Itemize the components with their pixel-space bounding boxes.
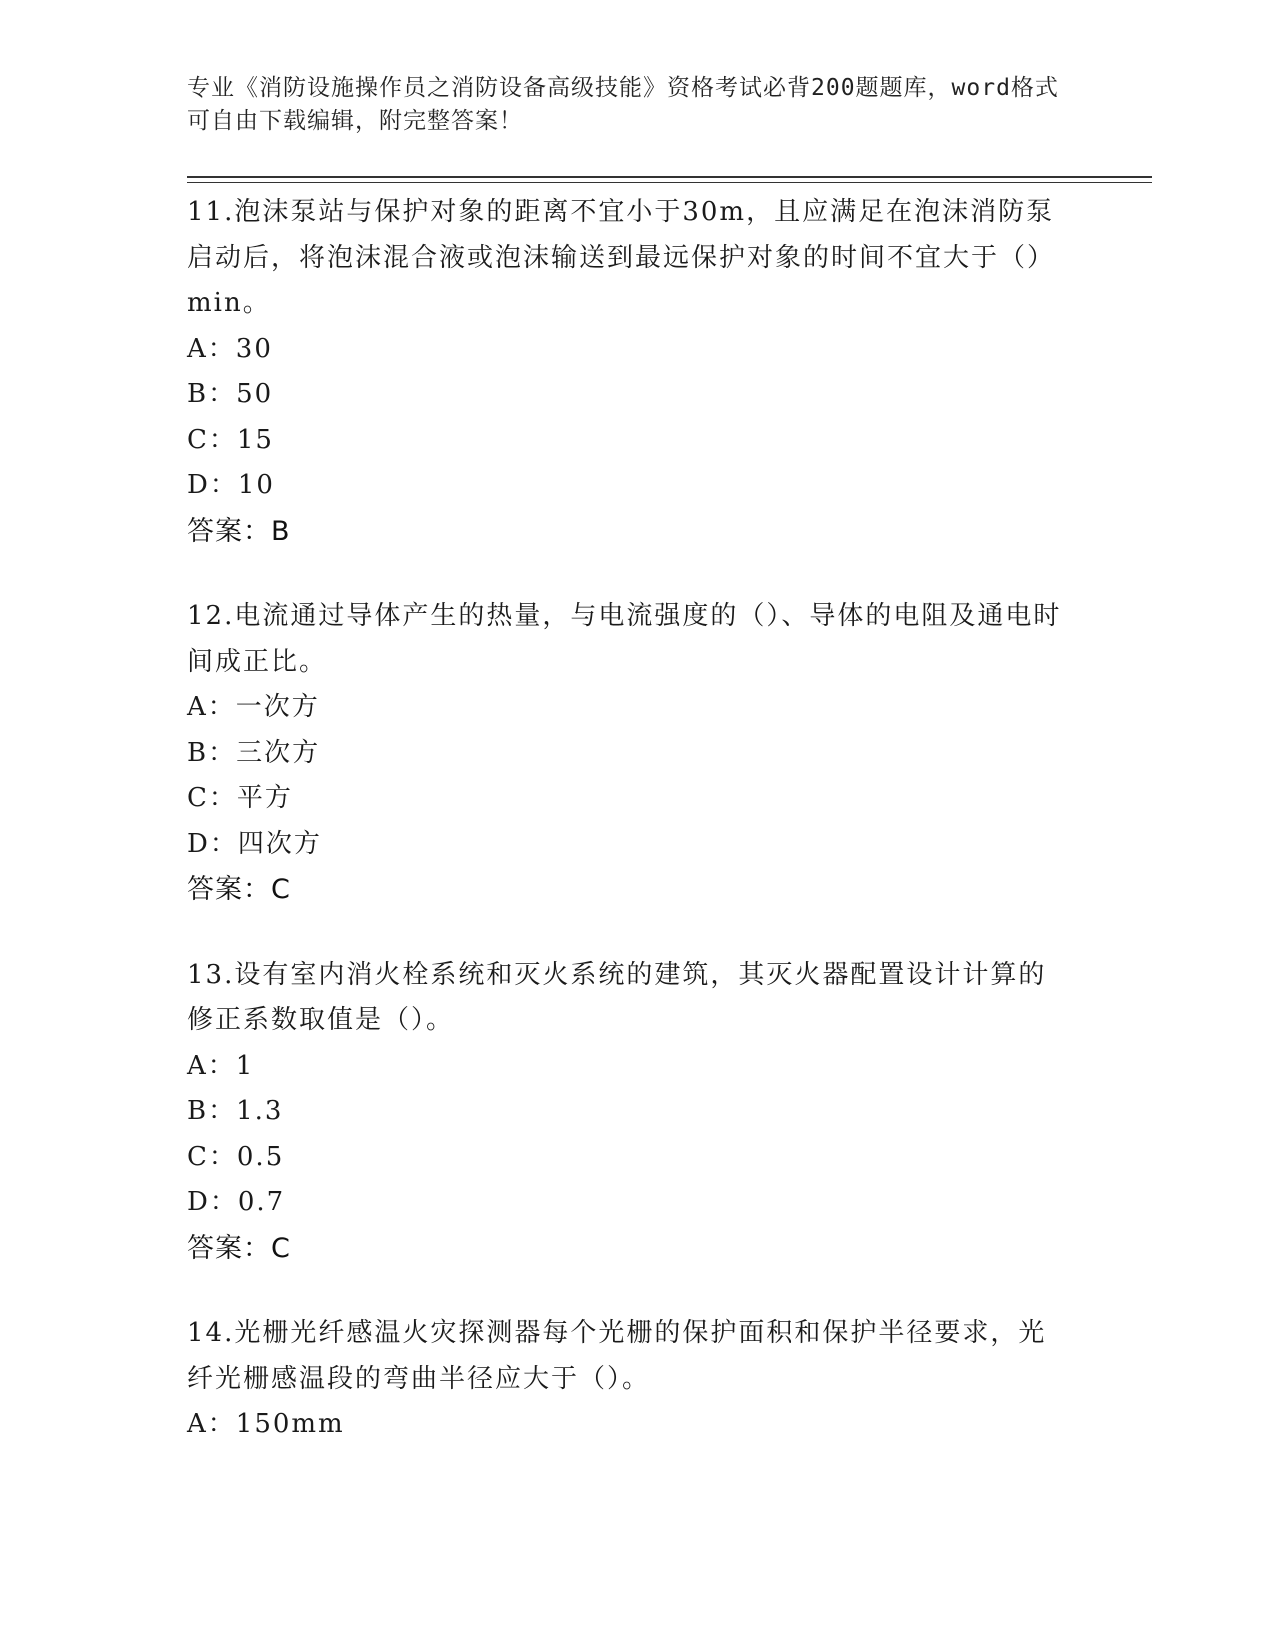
option-d: D：0.7: [187, 1187, 286, 1217]
option-b: B：1.3: [187, 1096, 284, 1126]
question-13: [187, 953, 1067, 1272]
option-a: A：1: [187, 1050, 255, 1081]
option-b: B：50: [187, 379, 274, 409]
header-divider-thin: [187, 182, 1152, 183]
question-12: [187, 594, 1067, 913]
option-c: C：0.5: [187, 1141, 285, 1172]
answer-line: 答案：C: [187, 874, 291, 905]
option-a: A：一次方: [187, 692, 320, 722]
answer-line: 答案：B: [187, 515, 291, 547]
question-11: [187, 190, 1067, 554]
question-stem: 12.电流通过导体产生的热量，与电流强度的（）、导体的电阻及通电时间成正比。: [187, 601, 1062, 677]
answer-line: 答案：C: [187, 1232, 291, 1264]
document-header: 专业《消防设施操作员之消防设备高级技能》资格考试必背200题题库，word格式可自由下载编辑，附完整答案！: [187, 75, 1059, 134]
option-d: D：四次方: [187, 828, 322, 859]
option-a: A：150mm: [187, 1409, 345, 1439]
question-list: [187, 190, 1067, 1488]
question-stem: 11.泡沫泵站与保护对象的距离不宜小于30m，且应满足在泡沫消防泵启动后，将泡沫混合液或泡沫输送到最远保护对象的时间不宜大于（）min。: [187, 197, 1056, 318]
header-divider: [187, 176, 1152, 178]
question-14: [187, 1311, 1067, 1448]
option-b: B：三次方: [187, 737, 321, 768]
question-stem: 13.设有室内消火栓系统和灭火系统的建筑，其灭火器配置设计计算的修正系数取值是（）。: [187, 959, 1047, 1035]
option-c: C：平方: [187, 783, 293, 813]
option-d: D：10: [187, 470, 275, 500]
question-stem: 14.光栅光纤感温火灾探测器每个光栅的保护面积和保护半径要求，光纤光栅感温段的弯曲半径应大于（）。: [187, 1318, 1047, 1394]
option-a: A：30: [187, 333, 273, 364]
option-c: C：15: [187, 424, 274, 455]
